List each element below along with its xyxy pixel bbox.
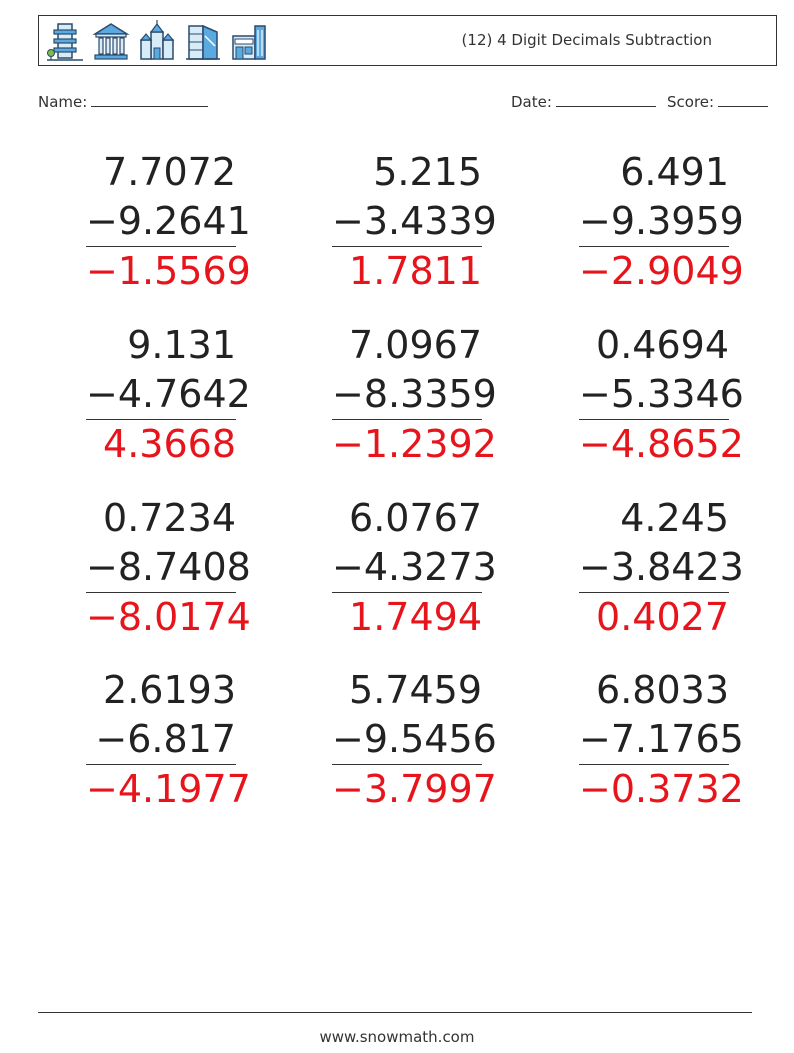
problem-minuend: 7.7072 [103,150,236,194]
footer-divider [38,1012,752,1013]
problem-7 [86,494,251,642]
footer-site-url: www.snowmath.com [319,1028,475,1046]
problem-subtrahend: −8.7408 [86,543,236,593]
problem-answer: −4.8652 [579,422,744,466]
problem-minuend: 5.215 [373,150,482,194]
problem-subtrahend: −9.2641 [86,197,236,247]
problem-11 [332,666,497,814]
problem-answer: −3.7997 [332,767,497,811]
problem-subtrahend: −7.1765 [579,715,729,765]
problem-10 [86,666,251,814]
problem-answer: 1.7811 [349,249,482,293]
problem-subtrahend: −9.3959 [579,197,729,247]
problem-minuend: 6.0767 [349,496,482,540]
problem-answer: −1.5569 [86,249,251,293]
problem-subtrahend: −8.3359 [332,370,482,420]
problem-2 [332,148,497,296]
problem-answer: −2.9049 [579,249,744,293]
problem-subtrahend: −6.817 [86,715,236,765]
problem-minuend: 7.0967 [349,323,482,367]
problem-minuend: 9.131 [127,323,236,367]
problem-subtrahend: −9.5456 [332,715,482,765]
problem-answer: 0.4027 [596,595,729,639]
date-label: Date: [511,93,552,111]
score-label: Score: [667,93,715,111]
problem-subtrahend: −4.7642 [86,370,236,420]
problem-subtrahend: −3.8423 [579,543,729,593]
problem-5 [332,321,497,469]
problem-6 [579,321,744,469]
problem-subtrahend: −3.4339 [332,197,482,247]
name-label: Name: [38,93,88,111]
problem-answer: −0.3732 [579,767,744,811]
problem-subtrahend: −4.3273 [332,543,482,593]
problem-minuend: 2.6193 [103,668,236,712]
problem-answer: 4.3668 [103,422,236,466]
problem-8 [332,494,497,642]
problem-minuend: 6.8033 [596,668,729,712]
worksheet-title: (12) 4 Digit Decimals Subtraction [461,31,712,49]
problem-minuend: 4.245 [620,496,729,540]
problem-minuend: 0.4694 [596,323,729,367]
problem-minuend: 5.7459 [349,668,482,712]
problem-4 [86,321,251,469]
problem-3 [579,148,744,296]
problem-1 [86,148,251,296]
problem-minuend: 6.491 [620,150,729,194]
problem-answer: −1.2392 [332,422,497,466]
problem-minuend: 0.7234 [103,496,236,540]
problem-9 [579,494,744,642]
problem-answer: −4.1977 [86,767,251,811]
problem-answer: −8.0174 [86,595,251,639]
problem-subtrahend: −5.3346 [579,370,729,420]
problem-12 [579,666,744,814]
problem-answer: 1.7494 [349,595,482,639]
